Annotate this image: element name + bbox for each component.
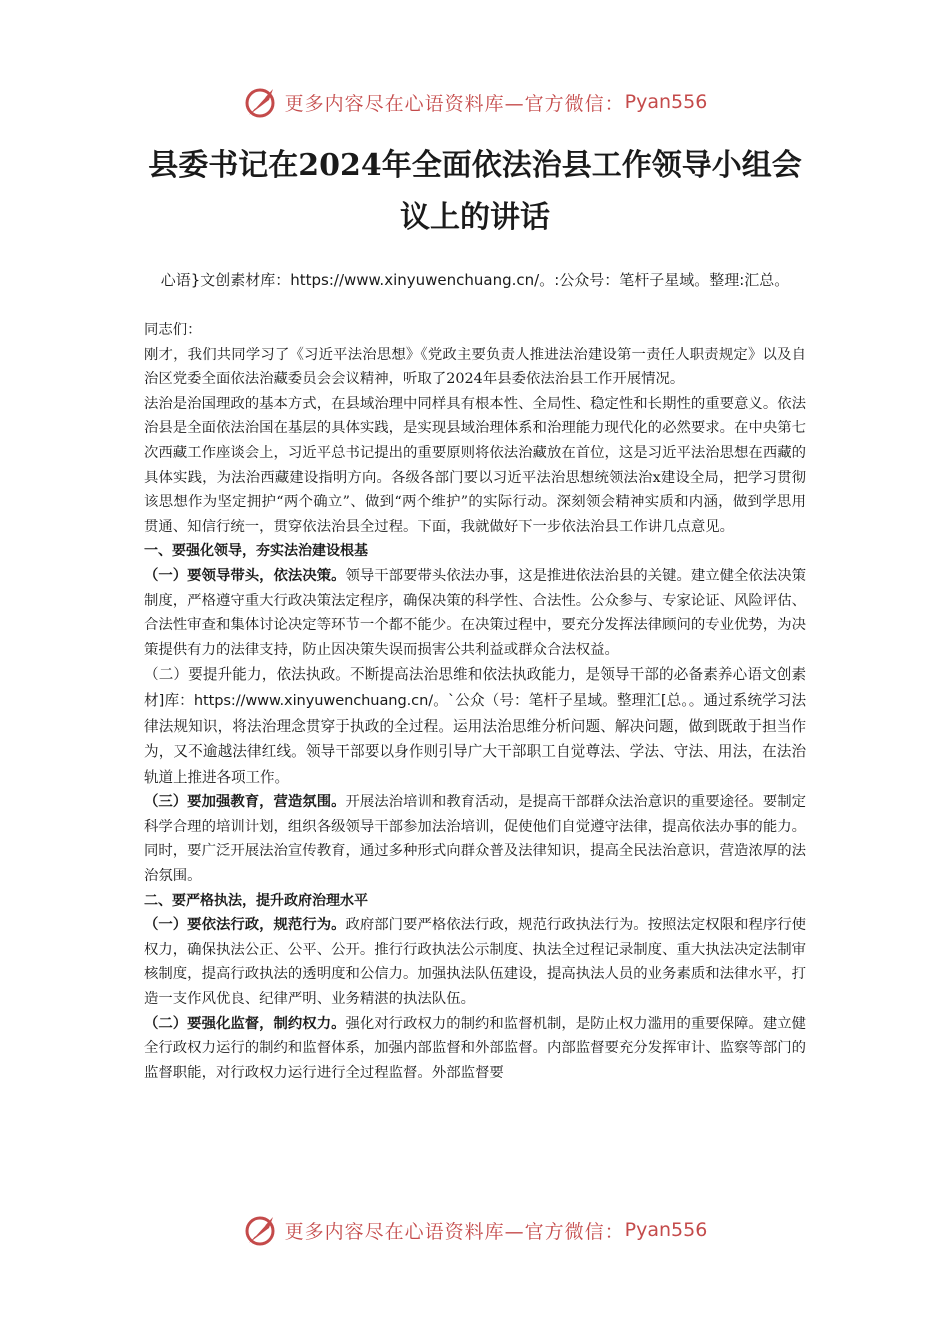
footer-banner <box>0 1208 950 1252</box>
paragraph-body: 领导干部要带头依法办事，这是推进依法治县的关键。建立健全依法决策制度，严格遵守重大行政决策法定程序，确保决策的科学性、合法性。公众参与、专家论证、风险评估、合法性审查和集体讨论决定等环节一个都不能少。在决策过程中，要充分发挥法律顾问的专业优势，为决策提供有力的法律支持，防止因决策失误而损害公共利益或群众合法权益。 <box>144 567 806 658</box>
section-2-paragraph-2 <box>144 1012 806 1086</box>
quill-logo-icon <box>243 1212 279 1248</box>
quill-logo-icon <box>243 84 279 120</box>
banner-wechat-id: Pyan556 <box>624 91 708 113</box>
banner-text: 更多内容尽在心语资料库—官方微信： <box>284 1220 625 1243</box>
document-body <box>144 318 806 1085</box>
source-line: 心语}文创素材库：https://www.xinyuwenchuang.cn/。:公众号：笔杆子星域。整理:汇总。 <box>160 271 790 289</box>
section-1-paragraph-1 <box>144 564 806 662</box>
banner-wechat-id: Pyan556 <box>624 1219 708 1241</box>
intro-paragraph-2: 法治是治国理政的基本方式，在县域治理中同样具有根本性、全局性、稳定性和长期性的重要意义。依法治县是全面依法治国在基层的具体实践，是实现县域治理体系和治理能力现代化的必然要求。在中央第七次西藏工作座谈会上，习近平总书记提出的重要原则将依法治藏放在首位，这是习近平法治思想在西藏的具体实践，为法治西藏建设指明方向。各级各部门要以习近平法治思想统领法治x建设全局，把学习贯彻该思想作为坚定拥护“两个确立”、做到“两个维护”的实际行动。深刻领会精神实质和内涵，做到学思用贯通、知信行统一，贯穿依法治县全过程。下面，我就做好下一步依法治县工作讲几点意见。 <box>144 395 806 535</box>
salutation: 同志们： <box>144 322 202 338</box>
document-title: 县委书记在2024年全面依法治县工作领导小组会议上的讲话 <box>148 148 802 235</box>
paragraph-lead: （三）要加强教育，营造氛围。 <box>144 794 346 811</box>
paragraph-body: 强化对行政权力的制约和监督机制，是防止权力滥用的重要保障。建立健全行政权力运行的制约和监督体系，加强内部监督和外部监督。内部监督要充分发挥审计、监察等部门的监督职能，对行政权力运行进行全过程监督。外部监督要 <box>144 1015 806 1081</box>
section-1-paragraph-3 <box>144 790 806 888</box>
paragraph-lead: （二）要强化监督，制约权力。 <box>144 1015 346 1032</box>
section-2-paragraph-1 <box>144 913 806 1011</box>
paragraph-body: 开展法治培训和教育活动，是提高干部群众法治意识的重要途径。要制定科学合理的培训计划，组织各级领导干部参加法治培训，促使他们自觉遵守法律，提高依法办事的能力。同时，要广泛开展法治宣传教育，通过多种形式向群众普及法律知识，提高全民法治意识，营造浓厚的法治氛围。 <box>144 794 806 885</box>
section-1-paragraph-2: （二）要提升能力，依法执政。不断提高法治思维和依法执政能力，是领导干部的必备素养心语文创素材]库：https://www.xinyuwenchuang.cn/。`公众（号：笔杆子星域。整理汇[总。。通过系统学习法律法规知识，将法治理念贯穿于执政的全过程。运用法治思维分析问题、解决问题，做到既敢于担当作为，又不逾越法律红线。领导干部要以身作则引导广大干部职工自觉尊法、学法、守法、用法，在法治轨道上推进各项工作。 <box>144 666 806 786</box>
section-1-heading: 一、要强化领导，夯实法治建设根基 <box>144 543 368 560</box>
intro-paragraph-1: 刚才，我们共同学习了《习近平法治思想》《党政主要负责人推进法治建设第一责任人职责规定》以及自治区党委全面依法治藏委员会会议精神，听取了2024年县委依法治县工作开展情况。 <box>144 346 806 388</box>
section-2-heading: 二、要严格执法，提升政府治理水平 <box>144 892 368 909</box>
paragraph-lead: （一）要领导带头，依法决策。 <box>144 567 346 584</box>
banner-text: 更多内容尽在心语资料库—官方微信： <box>284 92 625 115</box>
paragraph-lead: （一）要依法行政，规范行为。 <box>144 917 346 934</box>
paragraph-body: 政府部门要严格依法行政，规范行政执法行为。按照法定权限和程序行使权力，确保执法公正、公平、公开。推行行政执法公示制度、执法全过程记录制度、重大执法决定法制审核制度，提高行政执法的透明度和公信力。加强执法队伍建设，提高执法人员的业务素质和法律水平，打造一支作风优良、纪律严明、业务精湛的执法队伍。 <box>144 917 806 1008</box>
header-banner <box>0 80 950 124</box>
